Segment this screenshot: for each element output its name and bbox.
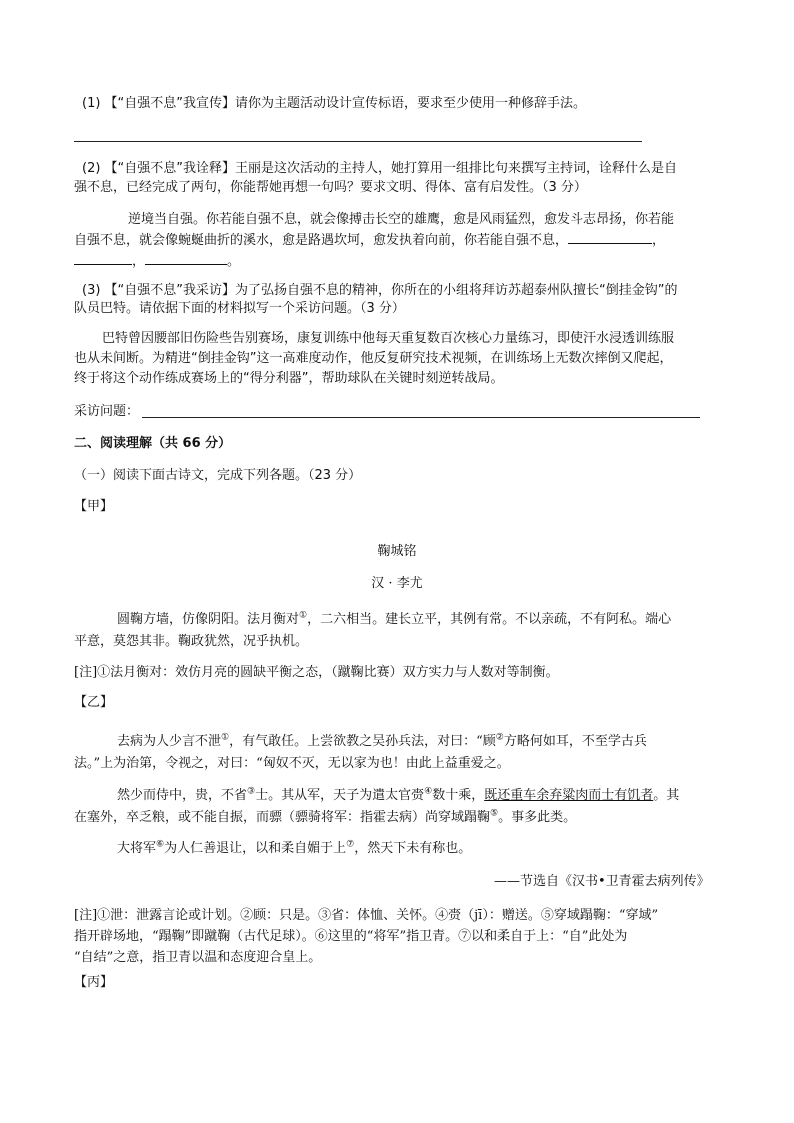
answer-line-q3[interactable] <box>142 417 700 418</box>
underlined-sentence: 既还重车余弃粱肉而士有饥者 <box>484 788 654 803</box>
question-3-line-2: 队员巴特。请依据下面的材料拟写一个采访问题。（3 分） <box>74 301 405 316</box>
passage-text: ，然天下未有称也。 <box>354 841 472 856</box>
host-speech-line-2 <box>74 230 665 252</box>
yi-line-4 <box>74 806 576 825</box>
section-subtitle: （一）阅读下面古诗文，完成下列各题。（23 分） <box>74 468 362 483</box>
material-line-2: 也从未间断。为精进“倒挂金钩”这一高难度动作，他反复研究技术视频，在训练场上无数次摔倒又爬起， <box>74 351 673 366</box>
host-speech-line-3 <box>74 251 240 273</box>
period: 。 <box>227 254 241 269</box>
comma: ， <box>652 233 666 248</box>
yi-line-2: 法。”上为治第，令视之，对曰：“匈奴不灭，无以家为也！由此上益重爱之。 <box>74 756 510 771</box>
host-speech-text: 自强不息，就会像蜿蜒曲折的溪水，愈是路遇坎坷，愈发执着向前，你若能自强不息， <box>74 233 569 248</box>
question-1: (1) 【“自强不息”我宣传】请你为主题活动设计宣传标语，要求至少使用一种修辞手法。 <box>82 96 587 111</box>
passage-text: 在塞外，卒乏粮，或不能自振，而骠（骠骑将军：指霍去病）尚穿域蹋鞠 <box>74 810 491 825</box>
material-line-3: 终于将这个动作练成赛场上的“得分利器”，帮助球队在关键时刻逆转战局。 <box>74 371 504 386</box>
passage-text: 然少而侍中，贵，不省 <box>117 788 248 803</box>
label-bing: 【丙】 <box>74 975 114 990</box>
poem-text: 圆鞠方墙，仿像阴阳。法月衡对 <box>117 612 300 627</box>
answer-blank-q2-a[interactable] <box>568 231 652 244</box>
note-mark: ② <box>495 732 504 743</box>
interview-label: 采访问题： <box>74 404 140 419</box>
poem-author: 汉 · 李尤 <box>371 576 423 591</box>
note-yi-line-1: [注]①泄：泄露言论或计划。②顾：只是。③省：体恤、关怀。④赍（jī）：赠送。⑤穿域蹋鞠：“穿域” <box>74 908 659 923</box>
note-mark: ⑤ <box>490 808 499 819</box>
passage-text: 去病为人少言不泄 <box>117 734 222 749</box>
note-mark: ⑥ <box>156 839 165 850</box>
section-title: 二、阅读理解（共 66 分） <box>74 436 232 451</box>
passage-text: 士。其从军，天子为遣太官赍 <box>255 788 425 803</box>
answer-blank-q2-b[interactable] <box>74 252 132 265</box>
passage-text: ，有气敢任。上尝欲教之吴孙兵法，对曰：“顾 <box>229 734 496 749</box>
note-mark: ① <box>299 610 308 621</box>
yi-line-5 <box>117 837 471 856</box>
poem-line-2: 平意，莫怨其非。鞠政犹然，况乎执机。 <box>74 634 309 649</box>
comma: ， <box>132 254 146 269</box>
poem-text: ，二六相当。建长立平，其例有常。不以亲疏，不有阿私。端心 <box>307 612 672 627</box>
passage-text: 数十乘， <box>432 788 485 803</box>
note-mark: ③ <box>247 786 256 797</box>
note-mark: ① <box>221 732 230 743</box>
question-2-line-1: (2) 【“自强不息”我诠释】王丽是这次活动的主持人，她打算用一组排比句来撰写主持词，诠释什么是自 <box>82 161 678 176</box>
yi-line-3 <box>117 784 679 803</box>
passage-text: 大将军 <box>117 841 157 856</box>
material-line-1: 巴特曾因腰部旧伤险些告别赛场，康复训练中他每天重复数百次核心力量练习，即使汗水浸透训练服 <box>102 331 675 346</box>
passage-text: 。事多此类。 <box>498 810 577 825</box>
host-speech-line-1: 逆境当自强。你若能自强不息，就会像搏击长空的雄鹰，愈是风雨猛烈，愈发斗志昂扬，你若能 <box>128 212 675 227</box>
note-mark: ⑦ <box>346 839 355 850</box>
question-3-line-1: (3) 【“自强不息”我采访】为了弘扬自强不息的精神，你所在的小组将拜访苏超泰州队擅长“倒挂金钩”的 <box>82 283 678 298</box>
note-yi-line-2: 指开辟场地，“蹋鞠”即蹴鞠（古代足球）。⑥这里的“将军”指卫青。⑦以和柔自于上：“自”此处为 <box>74 929 628 944</box>
note-jia: [注]①法月衡对：效仿月亮的圆缺平衡之态，（蹴鞠比赛）双方实力与人数对等制衡。 <box>74 665 559 680</box>
poem-line-1 <box>117 608 671 627</box>
passage-text: 方略何如耳，不至学古兵 <box>503 734 647 749</box>
question-2-line-2: 强不息，已经完成了两句，你能帮她再想一句吗？要求文明、得体、富有启发性。（3 分） <box>74 180 587 195</box>
note-mark: ④ <box>424 786 433 797</box>
yi-line-1 <box>117 730 647 749</box>
passage-text: 为人仁善退让，以和柔自媚于上 <box>164 841 347 856</box>
passage-text: 。其 <box>653 788 680 803</box>
source-citation: ——节选自《汉书•卫青霍去病列传》 <box>494 874 710 889</box>
note-yi-line-3: “自结”之意，指卫青以温和态度迎合皇上。 <box>74 950 322 965</box>
answer-line-q1[interactable] <box>74 141 642 142</box>
answer-blank-q2-c[interactable] <box>145 252 227 265</box>
label-yi: 【乙】 <box>74 695 114 710</box>
poem-title: 鞠城铭 <box>377 544 417 559</box>
label-jia: 【甲】 <box>74 499 114 514</box>
